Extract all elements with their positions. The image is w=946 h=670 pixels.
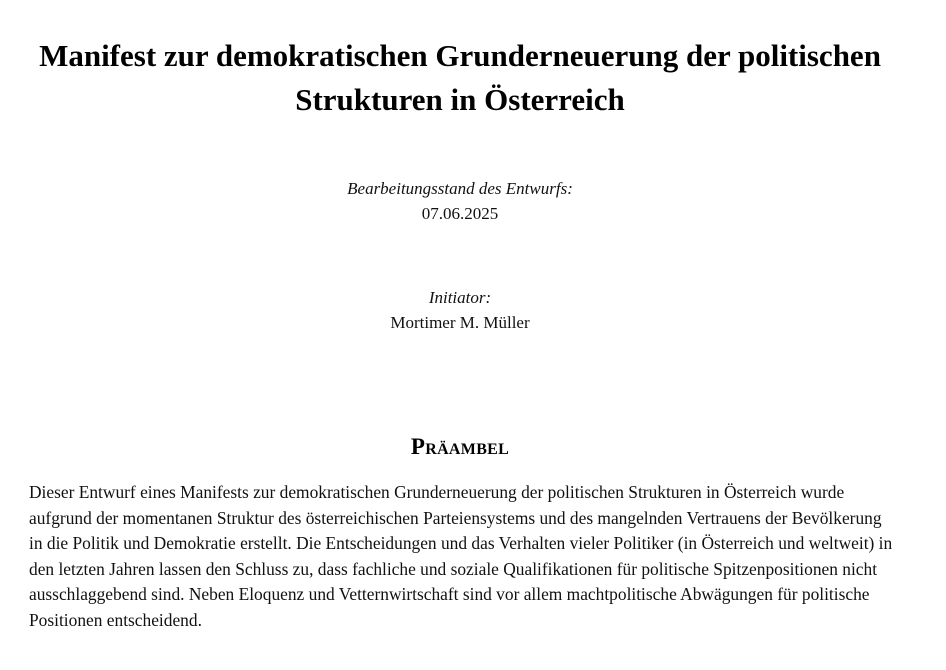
initiator-name: Mortimer M. Müller [390, 313, 530, 332]
draft-status-label: Bearbeitungsstand des Entwurfs: [347, 179, 573, 198]
preamble-heading: Präambel [410, 434, 510, 459]
draft-status-date: 07.06.2025 [421, 204, 499, 223]
document-title: Manifest zur demokratischen Grunderneuerung der politischen Strukturen in Österreich [39, 38, 881, 117]
draft-status-block [260, 176, 660, 226]
initiator-label: Initiator: [428, 288, 492, 307]
initiator-block [260, 285, 660, 335]
preamble-paragraph: Dieser Entwurf eines Manifests zur demokratischen Grunderneuerung der politischen Strukturen in Österreich wurde aufgrund der momentanen Struktur des österreichischen Parteiensystems und des mangelnden Vertrauens der Bevölkerung in die Politik und Demokratie erstellt. Die Entscheidungen und das Verhalten vieler Politiker (in Österreich und weltweit) in den letzten Jahren lassen den Schluss zu, dass fachliche und soziale Qualifikationen für politische Spitzenpositionen nicht ausschlaggebend sind. Neben Eloquenz und Vetternwirtschaft sind vor allem machtpolitische Abwägungen für politische Positionen entscheidend. [29, 482, 893, 630]
